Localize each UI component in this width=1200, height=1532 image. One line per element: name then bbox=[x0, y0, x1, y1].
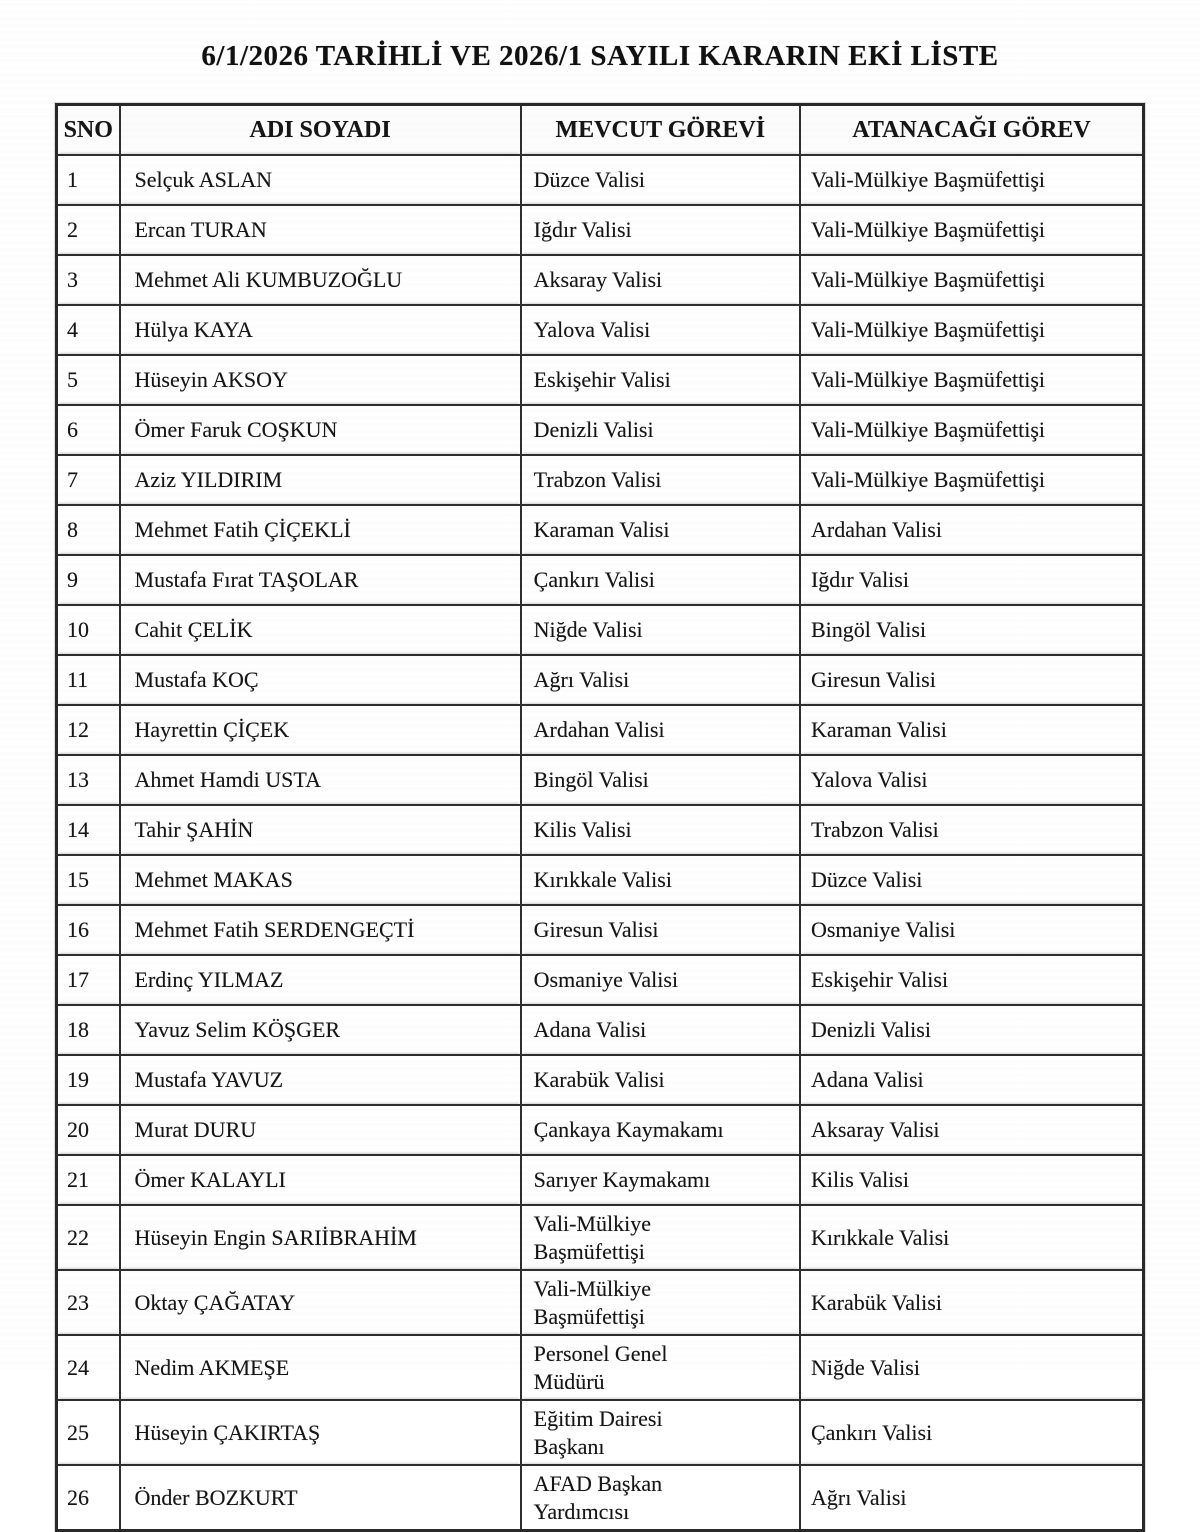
table-body bbox=[57, 155, 1144, 1531]
row-current-role: Sarıyer Kaymakamı bbox=[521, 1155, 800, 1205]
row-assigned-role: Giresun Valisi bbox=[800, 655, 1144, 705]
row-current-role: Ağrı Valisi bbox=[521, 655, 800, 705]
table-row bbox=[57, 1155, 1144, 1205]
row-current-role: Ardahan Valisi bbox=[521, 705, 800, 755]
column-header-current: MEVCUT GÖREVİ bbox=[521, 105, 800, 156]
table-row bbox=[57, 205, 1144, 255]
row-sno: 24 bbox=[57, 1335, 120, 1400]
row-current-role: Karaman Valisi bbox=[521, 505, 800, 555]
row-assigned-role: Kilis Valisi bbox=[800, 1155, 1144, 1205]
row-name: Mustafa Fırat TAŞOLAR bbox=[120, 555, 521, 605]
row-current-role: Niğde Valisi bbox=[521, 605, 800, 655]
row-sno: 4 bbox=[57, 305, 120, 355]
row-assigned-role: Çankırı Valisi bbox=[800, 1400, 1144, 1465]
row-assigned-role: Vali-Mülkiye Başmüfettişi bbox=[800, 205, 1144, 255]
row-name: Cahit ÇELİK bbox=[120, 605, 521, 655]
table-row bbox=[57, 355, 1144, 405]
row-sno: 20 bbox=[57, 1105, 120, 1155]
row-name: Hüseyin ÇAKIRTAŞ bbox=[120, 1400, 521, 1465]
row-assigned-role: Karabük Valisi bbox=[800, 1270, 1144, 1335]
row-assigned-role: Karaman Valisi bbox=[800, 705, 1144, 755]
row-current-role: Vali-Mülkiye Başmüfettişi bbox=[521, 1205, 800, 1270]
row-assigned-role: Aksaray Valisi bbox=[800, 1105, 1144, 1155]
table-row bbox=[57, 405, 1144, 455]
row-current-role: Çankırı Valisi bbox=[521, 555, 800, 605]
row-assigned-role: Düzce Valisi bbox=[800, 855, 1144, 905]
row-current-role: Denizli Valisi bbox=[521, 405, 800, 455]
row-sno: 25 bbox=[57, 1400, 120, 1465]
page-title: 6/1/2026 TARİHLİ VE 2026/1 SAYILI KARARIN EKİ LİSTE bbox=[201, 40, 999, 72]
table-row bbox=[57, 955, 1144, 1005]
table-row bbox=[57, 855, 1144, 905]
column-header-assigned: ATANACAĞI GÖREV bbox=[800, 105, 1144, 156]
row-current-role: Karabük Valisi bbox=[521, 1055, 800, 1105]
row-current-role: Aksaray Valisi bbox=[521, 255, 800, 305]
row-assigned-role: Adana Valisi bbox=[800, 1055, 1144, 1105]
row-name: Ömer KALAYLI bbox=[120, 1155, 521, 1205]
row-sno: 10 bbox=[57, 605, 120, 655]
row-sno: 8 bbox=[57, 505, 120, 555]
row-current-role: Eğitim Dairesi Başkanı bbox=[521, 1400, 800, 1465]
row-assigned-role: Kırıkkale Valisi bbox=[800, 1205, 1144, 1270]
row-name: Hayrettin ÇİÇEK bbox=[120, 705, 521, 755]
row-sno: 22 bbox=[57, 1205, 120, 1270]
row-sno: 1 bbox=[57, 155, 120, 205]
row-sno: 6 bbox=[57, 405, 120, 455]
row-current-role: Vali-Mülkiye Başmüfettişi bbox=[521, 1270, 800, 1335]
row-name: Murat DURU bbox=[120, 1105, 521, 1155]
row-assigned-role: Vali-Mülkiye Başmüfettişi bbox=[800, 405, 1144, 455]
row-sno: 15 bbox=[57, 855, 120, 905]
row-name: Önder BOZKURT bbox=[120, 1465, 521, 1531]
row-current-role: Giresun Valisi bbox=[521, 905, 800, 955]
table-row bbox=[57, 1400, 1144, 1465]
row-assigned-role: Trabzon Valisi bbox=[800, 805, 1144, 855]
appointments-table bbox=[55, 103, 1145, 1532]
table-row bbox=[57, 605, 1144, 655]
table-row bbox=[57, 1465, 1144, 1531]
row-current-role: Osmaniye Valisi bbox=[521, 955, 800, 1005]
row-name: Ercan TURAN bbox=[120, 205, 521, 255]
row-sno: 19 bbox=[57, 1055, 120, 1105]
table-row bbox=[57, 1270, 1144, 1335]
column-header-sno: SNO bbox=[57, 105, 120, 156]
row-sno: 7 bbox=[57, 455, 120, 505]
row-name: Mehmet MAKAS bbox=[120, 855, 521, 905]
table-row bbox=[57, 555, 1144, 605]
table-row bbox=[57, 705, 1144, 755]
table-row bbox=[57, 1205, 1144, 1270]
row-name: Erdinç YILMAZ bbox=[120, 955, 521, 1005]
row-sno: 26 bbox=[57, 1465, 120, 1531]
row-assigned-role: Bingöl Valisi bbox=[800, 605, 1144, 655]
row-name: Yavuz Selim KÖŞGER bbox=[120, 1005, 521, 1055]
table-row bbox=[57, 1005, 1144, 1055]
row-current-role: Yalova Valisi bbox=[521, 305, 800, 355]
row-sno: 11 bbox=[57, 655, 120, 705]
table-row bbox=[57, 155, 1144, 205]
row-current-role: Düzce Valisi bbox=[521, 155, 800, 205]
table-row bbox=[57, 1335, 1144, 1400]
row-current-role: Kilis Valisi bbox=[521, 805, 800, 855]
row-current-role: AFAD Başkan Yardımcısı bbox=[521, 1465, 800, 1531]
row-name: Mehmet Fatih ÇİÇEKLİ bbox=[120, 505, 521, 555]
row-assigned-role: Vali-Mülkiye Başmüfettişi bbox=[800, 155, 1144, 205]
row-name: Mehmet Ali KUMBUZOĞLU bbox=[120, 255, 521, 305]
row-name: Hülya KAYA bbox=[120, 305, 521, 355]
row-assigned-role: Osmaniye Valisi bbox=[800, 905, 1144, 955]
row-current-role: Çankaya Kaymakamı bbox=[521, 1105, 800, 1155]
row-assigned-role: Yalova Valisi bbox=[800, 755, 1144, 805]
row-assigned-role: Denizli Valisi bbox=[800, 1005, 1144, 1055]
row-sno: 5 bbox=[57, 355, 120, 405]
row-assigned-role: Niğde Valisi bbox=[800, 1335, 1144, 1400]
row-sno: 9 bbox=[57, 555, 120, 605]
table-row bbox=[57, 305, 1144, 355]
row-current-role: Adana Valisi bbox=[521, 1005, 800, 1055]
row-sno: 16 bbox=[57, 905, 120, 955]
table-row bbox=[57, 1105, 1144, 1155]
row-assigned-role: Eskişehir Valisi bbox=[800, 955, 1144, 1005]
row-name: Mustafa KOÇ bbox=[120, 655, 521, 705]
row-name: Selçuk ASLAN bbox=[120, 155, 521, 205]
row-sno: 2 bbox=[57, 205, 120, 255]
table-row bbox=[57, 755, 1144, 805]
row-name: Nedim AKMEŞE bbox=[120, 1335, 521, 1400]
row-sno: 3 bbox=[57, 255, 120, 305]
row-current-role: Bingöl Valisi bbox=[521, 755, 800, 805]
row-sno: 21 bbox=[57, 1155, 120, 1205]
row-assigned-role: Vali-Mülkiye Başmüfettişi bbox=[800, 455, 1144, 505]
table-row bbox=[57, 655, 1144, 705]
row-name: Hüseyin Engin SARIİBRAHİM bbox=[120, 1205, 521, 1270]
row-sno: 18 bbox=[57, 1005, 120, 1055]
row-name: Mustafa YAVUZ bbox=[120, 1055, 521, 1105]
row-name: Ömer Faruk COŞKUN bbox=[120, 405, 521, 455]
row-current-role: Trabzon Valisi bbox=[521, 455, 800, 505]
table-row bbox=[57, 255, 1144, 305]
row-sno: 14 bbox=[57, 805, 120, 855]
row-sno: 12 bbox=[57, 705, 120, 755]
header-row bbox=[57, 105, 1144, 156]
column-header-name: ADI SOYADI bbox=[120, 105, 521, 156]
row-assigned-role: Vali-Mülkiye Başmüfettişi bbox=[800, 305, 1144, 355]
row-assigned-role: Vali-Mülkiye Başmüfettişi bbox=[800, 355, 1144, 405]
table-header bbox=[57, 105, 1144, 156]
table-row bbox=[57, 1055, 1144, 1105]
row-assigned-role: Ağrı Valisi bbox=[800, 1465, 1144, 1531]
row-assigned-role: Vali-Mülkiye Başmüfettişi bbox=[800, 255, 1144, 305]
row-name: Ahmet Hamdi USTA bbox=[120, 755, 521, 805]
row-assigned-role: Iğdır Valisi bbox=[800, 555, 1144, 605]
row-current-role: Iğdır Valisi bbox=[521, 205, 800, 255]
row-current-role: Kırıkkale Valisi bbox=[521, 855, 800, 905]
row-sno: 13 bbox=[57, 755, 120, 805]
row-name: Oktay ÇAĞATAY bbox=[120, 1270, 521, 1335]
row-name: Hüseyin AKSOY bbox=[120, 355, 521, 405]
table-row bbox=[57, 805, 1144, 855]
row-sno: 23 bbox=[57, 1270, 120, 1335]
row-name: Tahir ŞAHİN bbox=[120, 805, 521, 855]
row-name: Aziz YILDIRIM bbox=[120, 455, 521, 505]
table-row bbox=[57, 505, 1144, 555]
row-assigned-role: Ardahan Valisi bbox=[800, 505, 1144, 555]
row-current-role: Personel Genel Müdürü bbox=[521, 1335, 800, 1400]
row-name: Mehmet Fatih SERDENGEÇTİ bbox=[120, 905, 521, 955]
table-row bbox=[57, 455, 1144, 505]
table-row bbox=[57, 905, 1144, 955]
row-sno: 17 bbox=[57, 955, 120, 1005]
row-current-role: Eskişehir Valisi bbox=[521, 355, 800, 405]
